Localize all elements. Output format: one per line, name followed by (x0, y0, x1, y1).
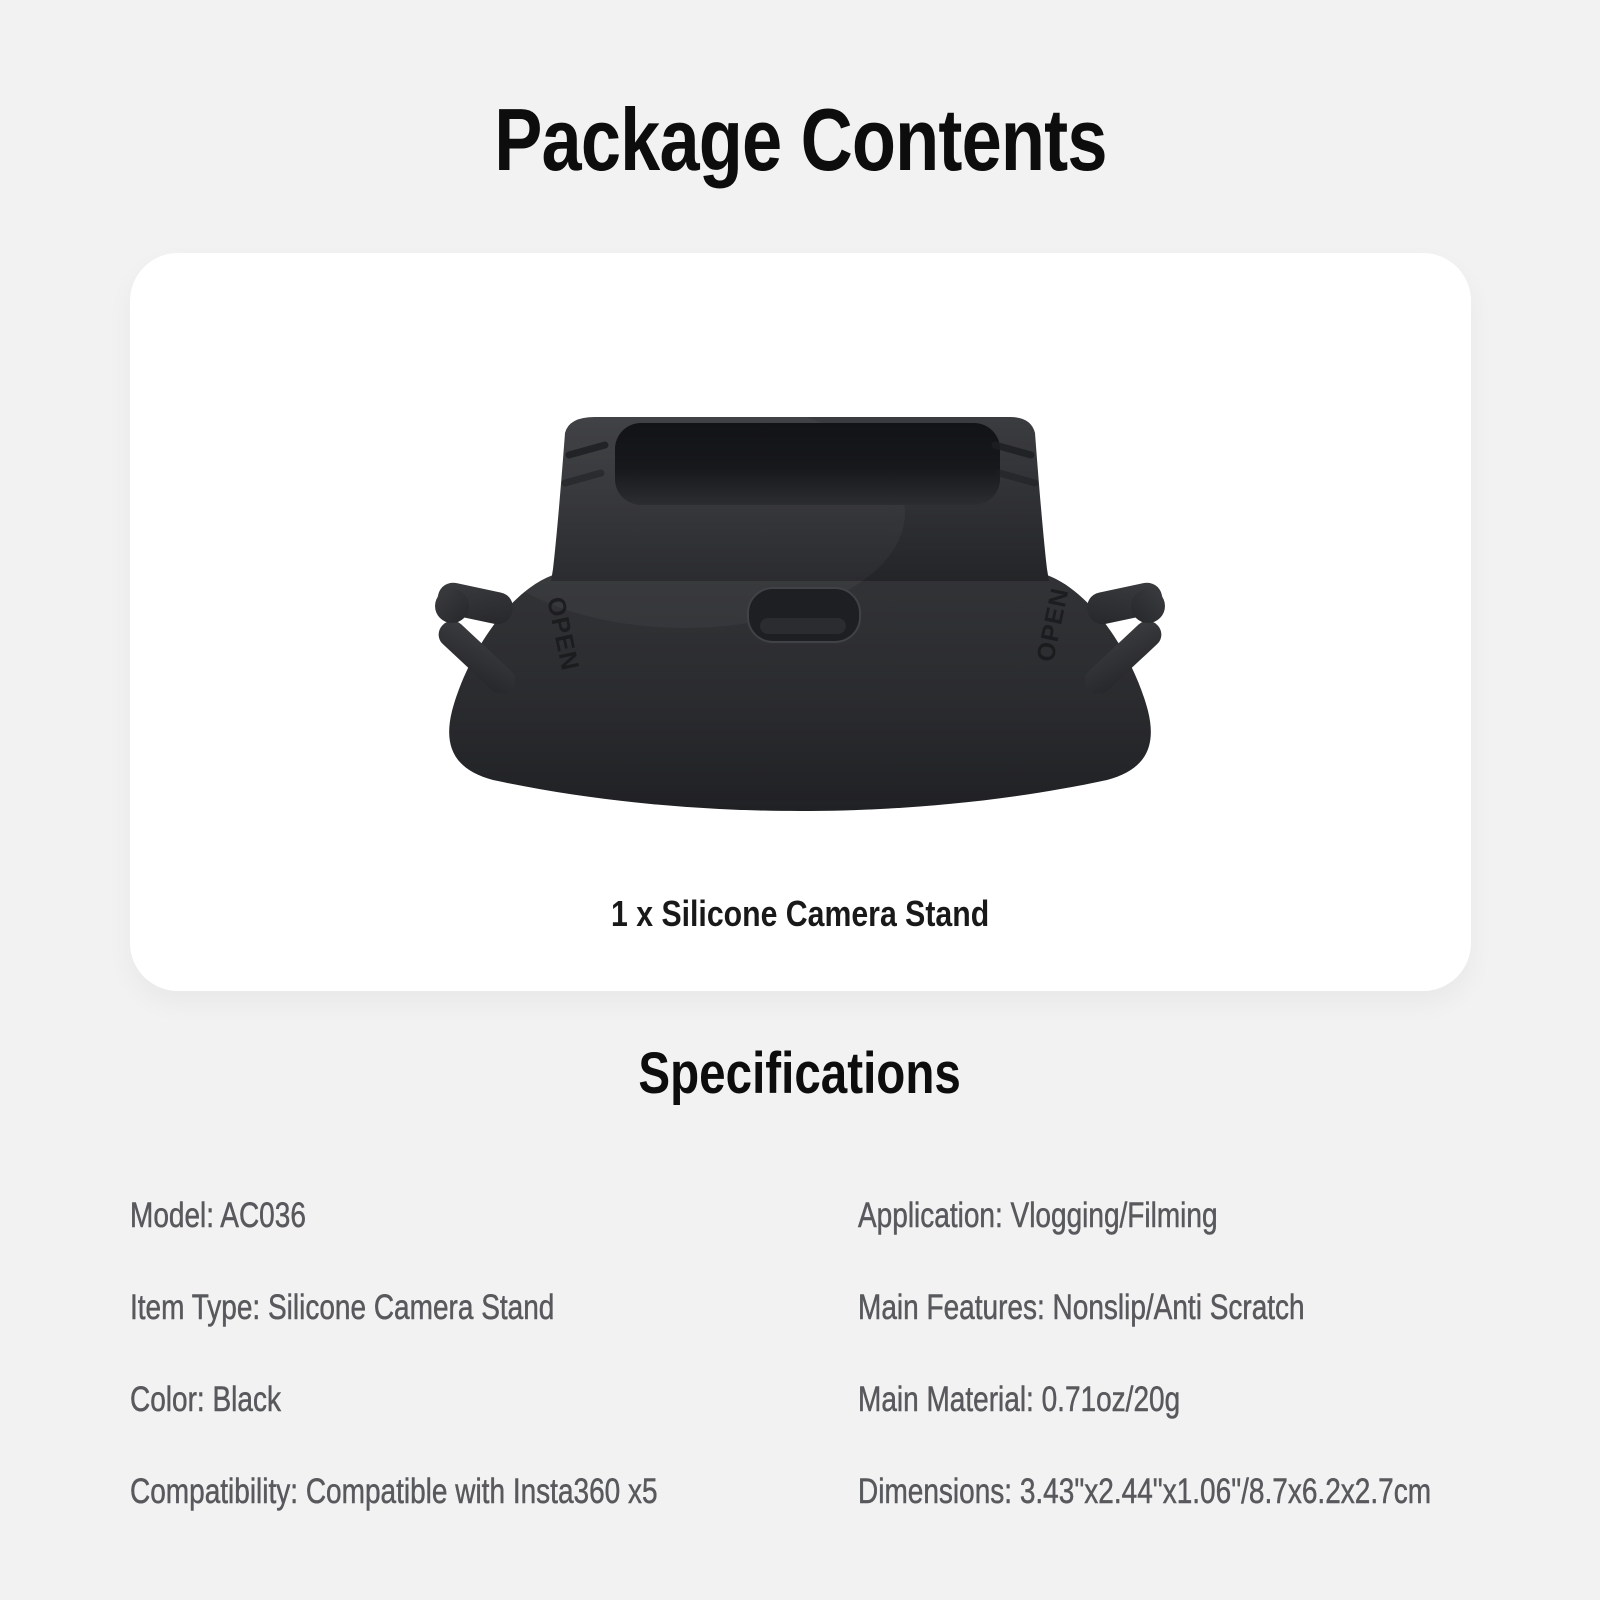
spec-compatibility-text: Compatibility: Compatible with Insta360 x5 (130, 1472, 658, 1511)
open-label-left: OPEN (541, 594, 585, 674)
package-item-caption (130, 891, 1471, 937)
spec-main-features (858, 1286, 1416, 1330)
page-title-text: Package Contents (493, 90, 1107, 189)
front-slot (748, 588, 860, 642)
spec-compatibility (130, 1470, 789, 1514)
page-title (0, 90, 1600, 189)
spec-dimensions (858, 1470, 1574, 1514)
open-label-right: OPEN (1031, 585, 1075, 665)
spec-model (130, 1194, 350, 1238)
camera-slot-opening (615, 423, 1000, 505)
spec-item-type (130, 1286, 660, 1330)
spec-dimensions-text: Dimensions: 3.43"x2.44"x1.06"/8.7x6.2x2.7cm (858, 1472, 1432, 1511)
package-contents-card (130, 253, 1471, 991)
spec-application-text: Application: Vlogging/Filming (858, 1196, 1218, 1235)
spec-main-material-text: Main Material: 0.71oz/20g (858, 1380, 1181, 1419)
spec-model-text: Model: AC036 (130, 1196, 306, 1235)
spec-color-text: Color: Black (130, 1380, 281, 1419)
spec-color (130, 1378, 319, 1422)
spec-application (858, 1194, 1307, 1238)
spec-item-type-text: Item Type: Silicone Camera Stand (130, 1288, 555, 1327)
specifications-title-text: Specifications (638, 1041, 962, 1106)
specifications-title (0, 1041, 1600, 1107)
spec-main-features-text: Main Features: Nonslip/Anti Scratch (858, 1288, 1305, 1327)
silicone-camera-stand-image (435, 403, 1165, 833)
package-item-caption-text: 1 x Silicone Camera Stand (611, 893, 990, 934)
spec-main-material (858, 1378, 1261, 1422)
